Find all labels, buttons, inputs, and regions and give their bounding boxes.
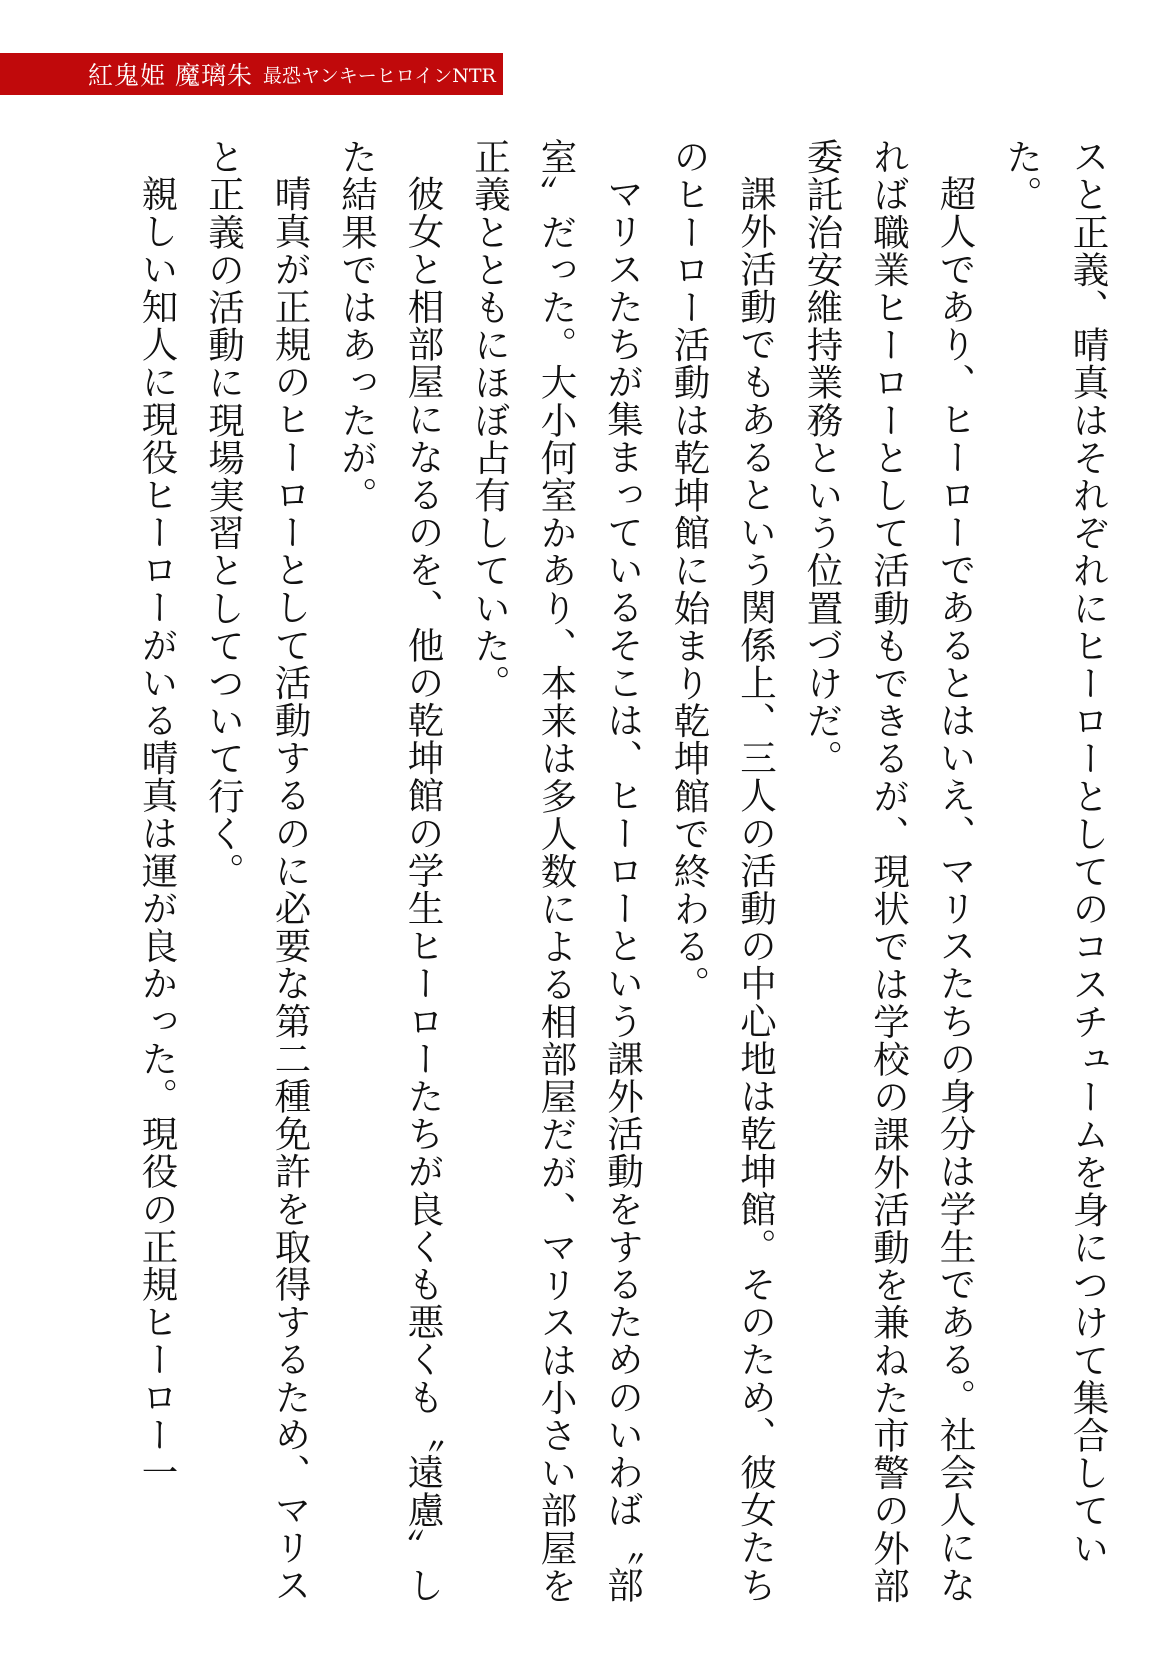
body-text: [124, 138, 1122, 1628]
header-subtitle: 最恐ヤンキーヒロインNTR: [262, 64, 496, 87]
paragraph: 彼女と相部屋になるのを、他の乾坤館の学生ヒーローたちが良くも悪くも〝遠慮〟した結果ではあったが。: [335, 138, 445, 1604]
header-band: [0, 53, 503, 95]
paragraph: 超人であり、ヒーローであるとはいえ、マリスたちの身分は学生である。社会人になれば職業ヒーローとして活動もできるが、現状では学校の課外活動を兼ねた市警の外部委託治安維持業務という位置づけだ。: [801, 138, 977, 1605]
paragraph: スと正義、晴真はそれぞれにヒーローとしてのコスチュームを身につけて集合していた。: [1000, 138, 1110, 1567]
paragraph: マリスたちが集まっているそこは、ヒーローという課外活動をするためのいわば〝部室〟だった。大小何室かあり、本来は多人数による相部屋だが、マリスは小さい部屋を正義とともにほぼ占有していた。: [468, 138, 645, 1605]
paragraph: 課外活動でもあるという関係上、三人の活動の中心地は乾坤館。そのため、彼女たちのヒーロー活動は乾坤館に始まり乾坤館で終わる。: [668, 138, 778, 1604]
paragraph: 親しい知人に現役ヒーローがいる晴真は運が良かった。現役の正規ヒーロー一: [136, 174, 179, 1491]
paragraph: 晴真が正規のヒーローとして活動するのに必要な第二種免許を取得するため、マリスと正義の活動に現場実習としてついて行く。: [202, 138, 312, 1604]
header-title: 紅鬼姫 魔璃朱: [88, 61, 253, 90]
